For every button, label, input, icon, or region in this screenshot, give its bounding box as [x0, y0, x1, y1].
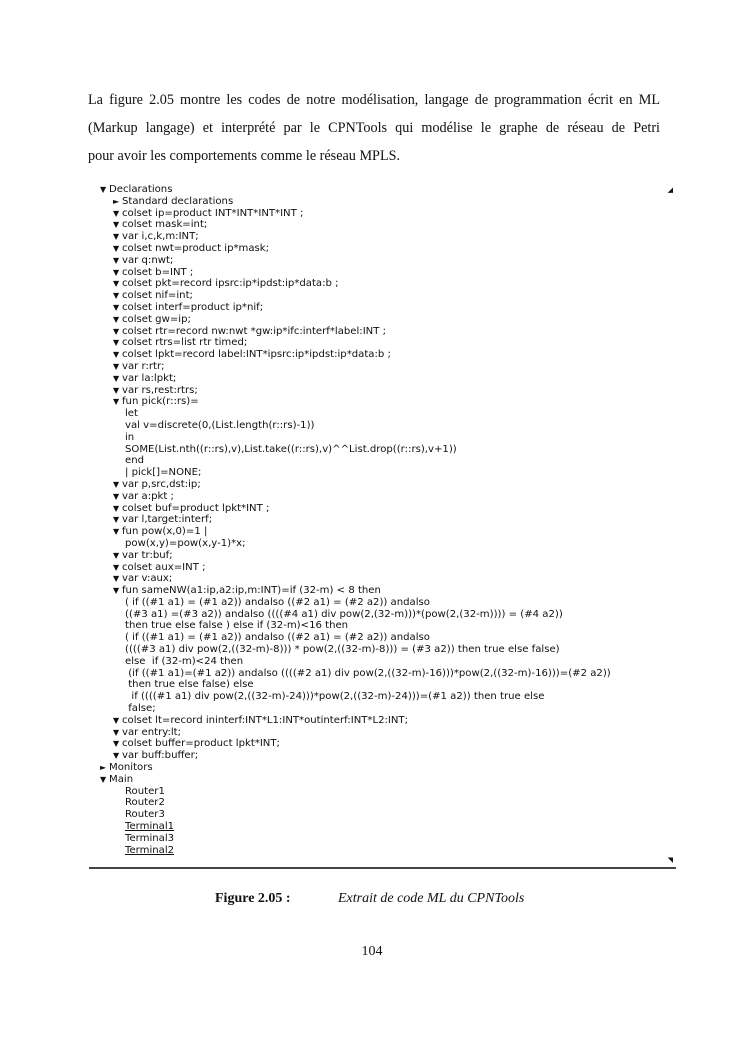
- tree-row: [89, 644, 611, 656]
- expanded-triangle-icon[interactable]: ▼: [113, 243, 120, 253]
- expanded-triangle-icon[interactable]: ▼: [113, 503, 120, 513]
- tree-row[interactable]: [89, 373, 611, 385]
- tree-row-text: var a:pkt ;: [122, 490, 174, 502]
- tree-row-text: colset buf=product lpkt*INT ;: [122, 502, 270, 514]
- tree-row-text: var v:aux;: [122, 573, 173, 585]
- tree-row: [89, 691, 611, 703]
- tree-row[interactable]: [89, 267, 611, 279]
- paragraph-line: (Markup langage) et interprété par le CPNTools qui modélise le graphe de réseau de Petri: [88, 120, 660, 136]
- tree-row[interactable]: [89, 479, 611, 491]
- expanded-triangle-icon[interactable]: ▼: [113, 302, 120, 312]
- tree-row-text: colset ip=product INT*INT*INT*INT ;: [122, 207, 304, 219]
- tree-row[interactable]: [89, 503, 611, 515]
- tree-row-text: if ((((#1 a1) div pow(2,((32-m)-24)))*pow(2,((32-m)-24)))=(#1 a2)) then true else: [125, 691, 545, 703]
- tree-row-text: ( if ((#1 a1) = (#1 a2)) andalso ((#2 a1) = (#2 a2)) andalso: [125, 632, 430, 644]
- tree-row-text: colset rtr=record nw:nwt *gw:ip*ifc:interf*label:INT ;: [122, 325, 387, 337]
- tree-row[interactable]: [89, 774, 611, 786]
- expanded-triangle-icon[interactable]: ▼: [113, 267, 120, 277]
- tree-row-text: colset buffer=product lpkt*INT;: [122, 738, 280, 750]
- tree-row[interactable]: [89, 302, 611, 314]
- tree-row-text: Monitors: [109, 762, 153, 774]
- tree-row-text: fun pow(x,0)=1 |: [122, 526, 208, 538]
- tree-row-text: colset gw=ip;: [122, 313, 191, 325]
- expanded-triangle-icon[interactable]: ▼: [113, 397, 120, 407]
- tree-row[interactable]: [89, 278, 611, 290]
- tree-row-text: colset nif=int;: [122, 290, 193, 302]
- caption-label: Figure 2.05 :: [215, 891, 291, 906]
- expanded-triangle-icon[interactable]: ▼: [113, 338, 120, 348]
- tree-row: [89, 632, 611, 644]
- tree-row: [89, 597, 611, 609]
- tree-row[interactable]: [89, 184, 611, 196]
- expanded-triangle-icon[interactable]: ▼: [113, 385, 120, 395]
- tree-row-text: fun sameNW(a1:ip,a2:ip,m:INT)=if (32-m) < 8 then: [122, 585, 381, 597]
- tree-row[interactable]: [89, 314, 611, 326]
- expanded-triangle-icon[interactable]: ▼: [113, 232, 120, 242]
- tree-row-text: var entry:lt;: [122, 726, 182, 738]
- tree-row[interactable]: [89, 550, 611, 562]
- tree-row-text: | pick[]=NONE;: [125, 467, 202, 479]
- tree-row-text: var q:nwt;: [122, 254, 174, 266]
- tree-row-text: var buff:buffer;: [122, 750, 199, 762]
- expanded-triangle-icon[interactable]: ▼: [113, 586, 120, 596]
- tree-row[interactable]: [89, 715, 611, 727]
- tree-row-text: ((#3 a1) =(#3 a2)) andalso ((((#4 a1) div pow(2,(32-m)))*(pow(2,(32-m)))) = (#4 a2)): [125, 608, 563, 620]
- scroll-down-arrow-icon[interactable]: ◥: [667, 856, 673, 864]
- tree-row-text: var rs,rest:rtrs;: [122, 384, 198, 396]
- expanded-triangle-icon[interactable]: ▼: [100, 185, 107, 194]
- tree-row[interactable]: [89, 750, 611, 762]
- paragraph-line: La figure 2.05 montre les codes de notre modélisation, langage de programmation écrit en ML: [88, 92, 660, 108]
- tree-row: [89, 467, 611, 479]
- tree-row-text: (if ((#1 a1)=(#1 a2)) andalso ((((#2 a1) div pow(2,((32-m)-16)))*pow(2,((32-m)-16)))=(#2 a2)): [125, 667, 611, 679]
- tree-row[interactable]: [89, 349, 611, 361]
- tree-row-text: ( if ((#1 a1) = (#1 a2)) andalso ((#2 a1) = (#2 a2)) andalso: [125, 596, 430, 608]
- tree-row-text: Router1: [125, 785, 165, 797]
- tree-row-text: var tr:buf;: [122, 549, 173, 561]
- tree-row[interactable]: [89, 562, 611, 574]
- tree-row[interactable]: [89, 491, 611, 503]
- tree-row[interactable]: [89, 585, 611, 597]
- tree-row-text: fun pick(r::rs)=: [122, 396, 199, 408]
- collapsed-triangle-icon[interactable]: ►: [113, 196, 120, 206]
- tree-row: [89, 797, 611, 809]
- expanded-triangle-icon[interactable]: ▼: [113, 527, 120, 537]
- tree-row-text: colset pkt=record ipsrc:ip*ipdst:ip*data:b ;: [122, 278, 339, 290]
- tree-row[interactable]: [89, 573, 611, 585]
- expanded-triangle-icon[interactable]: ▼: [113, 208, 120, 218]
- expanded-triangle-icon[interactable]: ▼: [100, 774, 107, 784]
- expanded-triangle-icon[interactable]: ▼: [113, 314, 120, 324]
- tree-row-text: Router3: [125, 809, 165, 821]
- expanded-triangle-icon[interactable]: ▼: [113, 255, 120, 265]
- expanded-triangle-icon[interactable]: ▼: [113, 574, 120, 584]
- tree-row: [89, 455, 611, 467]
- tree-row: [89, 656, 611, 668]
- tree-row[interactable]: [89, 231, 611, 243]
- tree-row-text: val v=discrete(0,(List.length(r::rs)-1)): [125, 419, 315, 431]
- page-number: 104: [361, 944, 383, 959]
- caption-text: Extrait de code ML du CPNTools: [338, 891, 525, 906]
- tree-row[interactable]: [89, 738, 611, 750]
- tree-row[interactable]: [89, 243, 611, 255]
- tree-row-text: Terminal1: [125, 821, 175, 833]
- tree-row-text: false;: [125, 703, 156, 715]
- tree-row: [89, 809, 611, 821]
- tree-row[interactable]: [89, 219, 611, 231]
- paragraph-line: pour avoir les comportements comme le réseau MPLS.: [88, 148, 401, 164]
- tree-row-text: end: [125, 455, 145, 467]
- tree-row-text: Standard declarations: [122, 195, 234, 207]
- tree-row-text: pow(x,y)=pow(x,y-1)*x;: [125, 537, 246, 549]
- expanded-triangle-icon[interactable]: ▼: [113, 739, 120, 749]
- collapsed-triangle-icon[interactable]: ►: [100, 763, 107, 773]
- tree-row: [89, 786, 611, 798]
- expanded-triangle-icon[interactable]: ▼: [113, 291, 120, 301]
- expanded-triangle-icon[interactable]: ▼: [113, 715, 120, 725]
- tree-row-text: var p,src,dst:ip;: [122, 478, 201, 490]
- expanded-triangle-icon[interactable]: ▼: [113, 373, 120, 383]
- tree-row-text: ((((#3 a1) div pow(2,((32-m)-8))) * pow(2,((32-m)-8))) = (#3 a2)) then true else false): [125, 644, 560, 656]
- tree-row-text: in: [125, 431, 135, 443]
- tree-row: [89, 444, 611, 456]
- tree-row-text: var r:rtr;: [122, 360, 165, 372]
- tree-row-text: colset mask=int;: [122, 219, 208, 231]
- tree-row-text: Declarations: [109, 184, 173, 195]
- tree-row[interactable]: [89, 762, 611, 774]
- tree-row: [89, 833, 611, 845]
- tree-row: [89, 609, 611, 621]
- tree-row-text: SOME(List.nth((r::rs),v),List.take((r::rs),v)^^List.drop((r::rs),v+1)): [125, 443, 457, 455]
- tree-row: [89, 432, 611, 444]
- expanded-triangle-icon[interactable]: ▼: [113, 562, 120, 572]
- expanded-triangle-icon[interactable]: ▼: [113, 350, 120, 360]
- expanded-triangle-icon[interactable]: ▼: [113, 491, 120, 501]
- tree-row-text: colset nwt=product ip*mask;: [122, 242, 270, 254]
- tree-row-text: Main: [109, 773, 134, 785]
- tree-row-text: var la:lpkt;: [122, 372, 177, 384]
- tree-row-text: var i,c,k,m:INT;: [122, 231, 199, 243]
- tree-row-text: let: [125, 408, 138, 420]
- tree-row: [89, 821, 611, 833]
- expanded-triangle-icon[interactable]: ▼: [113, 220, 120, 230]
- tree-row-text: colset lpkt=record label:INT*ipsrc:ip*ipdst:ip*data:b ;: [122, 349, 391, 361]
- tree-row-text: then true else false) else: [125, 679, 254, 691]
- expanded-triangle-icon[interactable]: ▼: [113, 361, 120, 371]
- expanded-triangle-icon[interactable]: ▼: [113, 727, 120, 737]
- declarations-tree: [89, 184, 611, 856]
- tree-row: [89, 538, 611, 550]
- cpntools-declarations-screenshot: [89, 183, 676, 869]
- tree-row: [89, 620, 611, 632]
- tree-row[interactable]: [89, 727, 611, 739]
- tree-row: [89, 668, 611, 680]
- tree-row[interactable]: [89, 514, 611, 526]
- tree-row-text: var l,target:interf;: [122, 514, 213, 526]
- expanded-triangle-icon[interactable]: ▼: [113, 326, 120, 336]
- tree-row[interactable]: [89, 396, 611, 408]
- tree-row-text: colset lt=record ininterf:INT*L1:INT*outinterf:INT*L2:INT;: [122, 714, 409, 726]
- tree-row[interactable]: [89, 290, 611, 302]
- tree-row-text: Router2: [125, 797, 165, 809]
- tree-row[interactable]: [89, 196, 611, 208]
- tree-row-text: colset aux=INT ;: [122, 561, 206, 573]
- tree-row[interactable]: [89, 361, 611, 373]
- expanded-triangle-icon[interactable]: ▼: [113, 479, 120, 489]
- intro-paragraph: [88, 86, 660, 170]
- tree-row: [89, 679, 611, 691]
- tree-row-text: Terminal2: [125, 844, 175, 856]
- expanded-triangle-icon[interactable]: ▼: [113, 550, 120, 560]
- tree-row: [89, 845, 611, 857]
- tree-row[interactable]: [89, 208, 611, 220]
- tree-row-text: colset interf=product ip*nif;: [122, 301, 264, 313]
- tree-row-text: colset rtrs=list rtr timed;: [122, 337, 248, 349]
- expanded-triangle-icon[interactable]: ▼: [113, 279, 120, 289]
- expanded-triangle-icon[interactable]: ▼: [113, 751, 120, 761]
- tree-row: [89, 703, 611, 715]
- tree-row[interactable]: [89, 385, 611, 397]
- tree-row[interactable]: [89, 526, 611, 538]
- tree-row: [89, 408, 611, 420]
- tree-row-text: Terminal3: [125, 832, 175, 844]
- tree-row-text: then true else false ) else if (32-m)<16 then: [125, 620, 349, 632]
- tree-row[interactable]: [89, 326, 611, 338]
- scroll-up-arrow-icon[interactable]: ◢: [667, 186, 673, 194]
- expanded-triangle-icon[interactable]: ▼: [113, 515, 120, 525]
- tree-row[interactable]: [89, 255, 611, 267]
- tree-row: [89, 420, 611, 432]
- tree-row-text: else if (32-m)<24 then: [125, 655, 244, 667]
- tree-row[interactable]: [89, 337, 611, 349]
- tree-row-text: colset b=INT ;: [122, 266, 194, 278]
